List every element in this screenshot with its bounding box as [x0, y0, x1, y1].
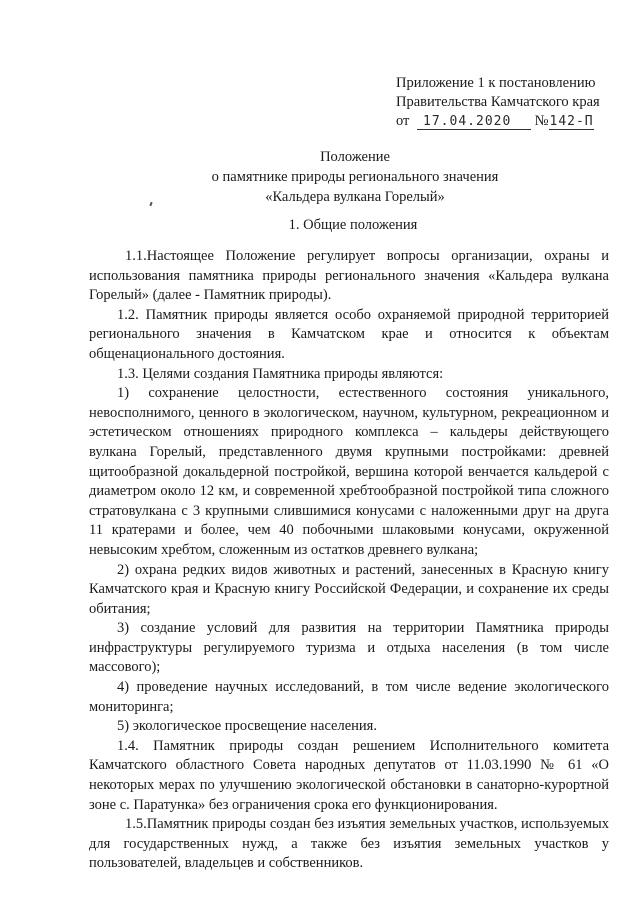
paragraph-1-5: 1.5.Памятник природы создан без изъятия земельных участков, используемых для государственных нужд, а также без изъятия земельных участков у пользователей, владельцев и собственников. — [89, 816, 609, 872]
paragraph-1-3: 1.3. Целями создания Памятника природы являются: — [117, 365, 444, 382]
title-line-2: о памятнике природы регионального значения — [211, 169, 499, 185]
list-item-2: 2) охрана редких видов животных и растений, занесенных в Красную книгу Камчатского края и Красную книгу Российской Федерации, и сохранение их среды обитания; — [89, 561, 609, 617]
appendix-line-2: Правительства Камчатского края — [396, 94, 600, 110]
appendix-date: 17.04.2020 — [417, 114, 531, 130]
appendix-header — [396, 74, 626, 131]
appendix-number: 142-П — [549, 114, 594, 129]
section-heading — [0, 215, 640, 235]
appendix-from-label: от — [396, 113, 410, 129]
title-line-3: «Кальдера вулкана Горелый» — [265, 189, 445, 205]
title-line-1: Положение — [320, 149, 390, 165]
section-heading-text: 1. Общие положения — [288, 217, 418, 233]
list-item-1: 1) сохранение целостности, естественного состояния уникального, невосполнимого, ценного в экологическом, научном, культурном, рекреационном и эстетическом отношениях природного комплекса – кальдеры действующего вулкана Горелый, представленного двумя крупными постройками: древней щитообразной докальдерной постройкой, вершина которой венчается кальдерой с диаметром около 12 км, и современной хребтообразной постройкой типа сложного стратовулкана с 3 крупными слившимися конусами с наложенными друг на друга 11 кратерами и более, чем 40 побочными шлаковыми конусами, окруженной невысоким хребтом, сложенным из остатков древнего вулкана; — [89, 385, 609, 558]
document-title — [0, 147, 640, 207]
list-item-4: 4) проведение научных исследований, в том числе ведение экологического мониторинга; — [89, 679, 609, 715]
appendix-date-row — [396, 112, 626, 131]
appendix-line-1: Приложение 1 к постановлению — [396, 75, 596, 91]
paragraph-1-1: 1.1.Настоящее Положение регулирует вопросы организации, охраны и использования памятника природы регионального значения «Кальдера вулкана Горелый» (далее - Памятник природы). — [89, 248, 609, 304]
document-body — [89, 245, 609, 874]
list-item-5: 5) экологическое просвещение населения. — [117, 718, 377, 735]
list-item-3: 3) создание условий для развития на территории Памятника природы инфраструктуры регулируемого туризма и отдыха населения (в том числе массового); — [89, 620, 609, 676]
paragraph-1-2: 1.2. Памятник природы является особо охраняемой природной территорией регионального значения в Камчатском крае и относится к объектам общенационального достояния. — [89, 306, 609, 362]
appendix-number-label: № — [534, 113, 549, 129]
paragraph-1-4: 1.4. Памятник природы создан решением Исполнительного комитета Камчатского областного Совета народных депутатов от 11.03.1990 № 61 «О некоторых мерах по улучшению экологической обстановки в санаторно-курортной зоне с. Паратунка» без ограничения срока его функционирования. — [89, 737, 609, 813]
